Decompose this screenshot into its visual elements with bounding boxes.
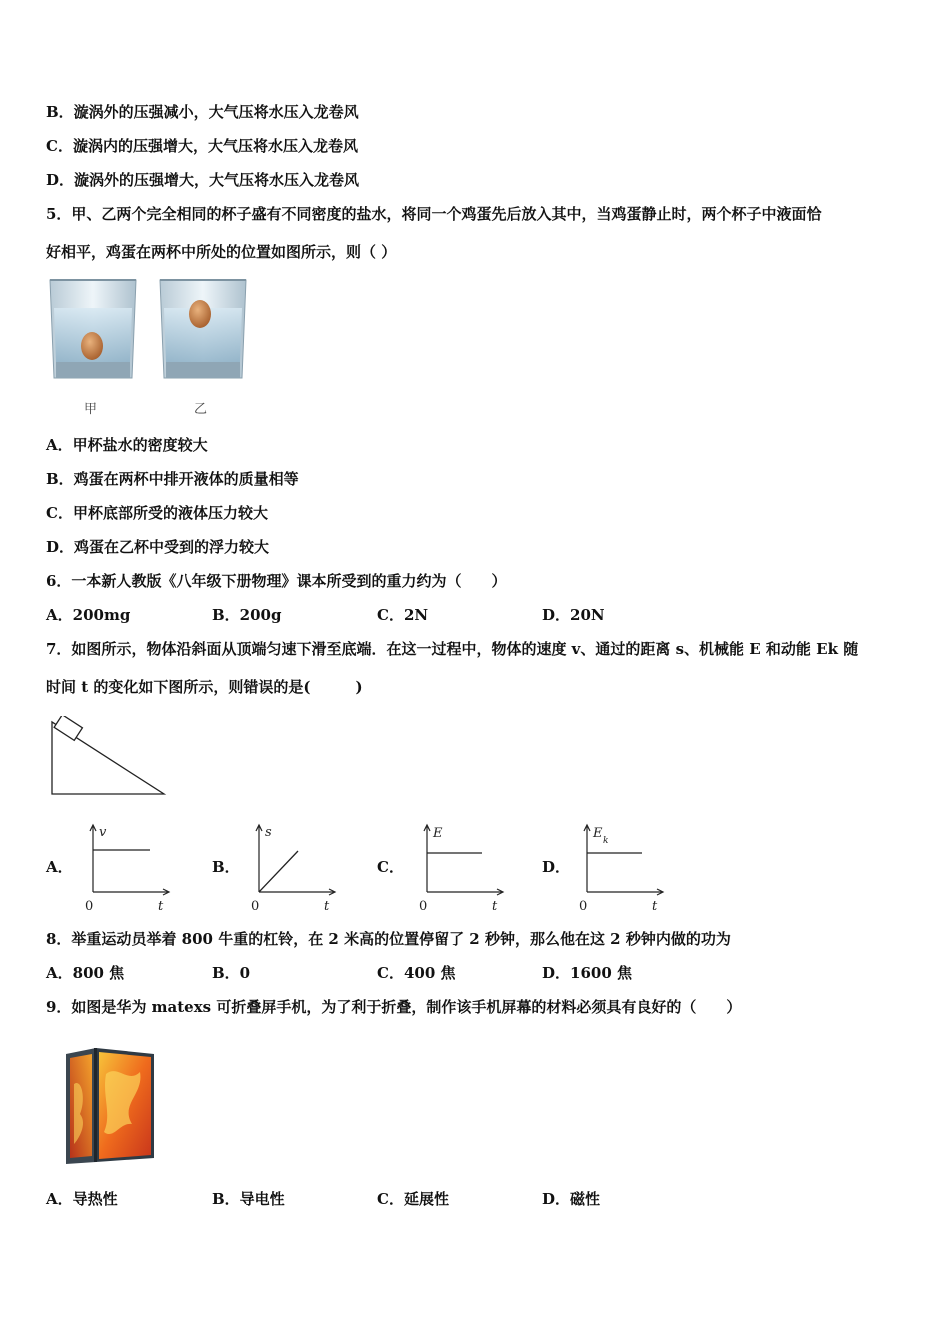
graph-d-y-subscript: k: [603, 836, 609, 846]
q9-option-d: D．磁性: [542, 1190, 601, 1208]
q6-option-a: A．200mg: [46, 606, 131, 624]
graph-b-origin: 0: [251, 899, 260, 914]
graph-c-origin: 0: [419, 899, 428, 914]
q9-option-a: A．导热性: [46, 1190, 118, 1208]
q8-option-a: A．800 焦: [46, 964, 125, 982]
q9-stem: 9．如图是华为 matexs 可折叠屏手机，为了利于折叠，制作该手机屏幕的材料必须具有良好的（ ）: [46, 998, 742, 1016]
q4-option-c: C．漩涡内的压强增大，大气压将水压入龙卷风: [46, 137, 358, 155]
q8-stem: 8．举重运动员举着 800 牛重的杠铃，在 2 米高的位置停留了 2 秒钟，那么他在这 2 秒钟内做的功为: [46, 930, 731, 948]
q7-graph-c-label: C．: [377, 858, 404, 876]
cup-label-jia: 甲: [84, 402, 98, 417]
graph-b-x-label: t: [324, 899, 330, 914]
q8-option-c: C．400 焦: [377, 964, 456, 982]
q9-option-b: B．导电性: [212, 1190, 285, 1208]
q5-option-d: D．鸡蛋在乙杯中受到的浮力较大: [46, 538, 270, 556]
q6-option-c: C．2N: [377, 606, 429, 624]
graph-d-x-label: t: [652, 899, 658, 914]
q7-stem-line2: 时间 t 的变化如下图所示，则错误的是( ): [46, 678, 363, 696]
q5-option-c: C．甲杯底部所受的液体压力较大: [46, 504, 268, 522]
q4-option-d: D．漩涡外的压强增大，大气压将水压入龙卷风: [46, 171, 360, 189]
q5-stem-line2: 好相平，鸡蛋在两杯中所处的位置如图所示，则（ ）: [46, 243, 397, 261]
q7-graph-b: [246, 820, 341, 919]
q5-option-a: A．甲杯盐水的密度较大: [46, 436, 208, 454]
q7-graph-b-label: B．: [212, 858, 240, 876]
cup-yi: [160, 280, 246, 378]
q7-incline-figure: [50, 716, 168, 802]
q8-option-d: D．1600 焦: [542, 964, 632, 982]
q9-option-c: C．延展性: [377, 1190, 449, 1208]
q5-option-b: B．鸡蛋在两杯中排开液体的质量相等: [46, 470, 299, 488]
graph-a-x-label: t: [158, 899, 164, 914]
graph-a-origin: 0: [85, 899, 94, 914]
q7-stem-line1: 7．如图所示，物体沿斜面从顶端匀速下滑至底端．在这一过程中，物体的速度 v、通过的距离 s、机械能 E 和动能 Ek 随: [46, 640, 859, 658]
q8-option-b: B．0: [212, 964, 251, 982]
q6-stem: 6．一本新人教版《八年级下册物理》课本所受到的重力约为（ ）: [46, 572, 507, 590]
q5-stem-line1: 5．甲、乙两个完全相同的杯子盛有不同密度的盐水，将同一个鸡蛋先后放入其中，当鸡蛋静止时，两个杯子中液面恰: [46, 205, 822, 223]
q7-graph-d: [574, 820, 669, 919]
cups-illustration: [48, 278, 248, 390]
q4-option-b: B．漩涡外的压强减小，大气压将水压入龙卷风: [46, 103, 359, 121]
foldable-phone-illustration: [58, 1044, 160, 1168]
q7-graph-c: [414, 820, 509, 919]
q5-cups-figure: [48, 278, 248, 418]
q9-phone-figure: [58, 1044, 160, 1172]
q6-option-b: B．200g: [212, 606, 282, 624]
q7-graph-a: [80, 820, 175, 919]
graph-c-y-label: E: [433, 826, 443, 841]
graph-b-y-label: s: [265, 825, 272, 840]
q7-graph-d-label: D．: [542, 858, 571, 876]
q7-graph-a-label: A．: [46, 858, 73, 876]
graph-d-origin: 0: [579, 899, 588, 914]
incline-illustration: [50, 716, 168, 798]
graph-c-x-label: t: [492, 899, 498, 914]
graph-d-y-label: E: [593, 826, 603, 841]
cup-jia: [50, 280, 136, 378]
cup-label-yi: 乙: [194, 402, 208, 417]
q6-option-d: D．20N: [542, 606, 605, 624]
graph-a-y-label: v: [99, 825, 107, 840]
